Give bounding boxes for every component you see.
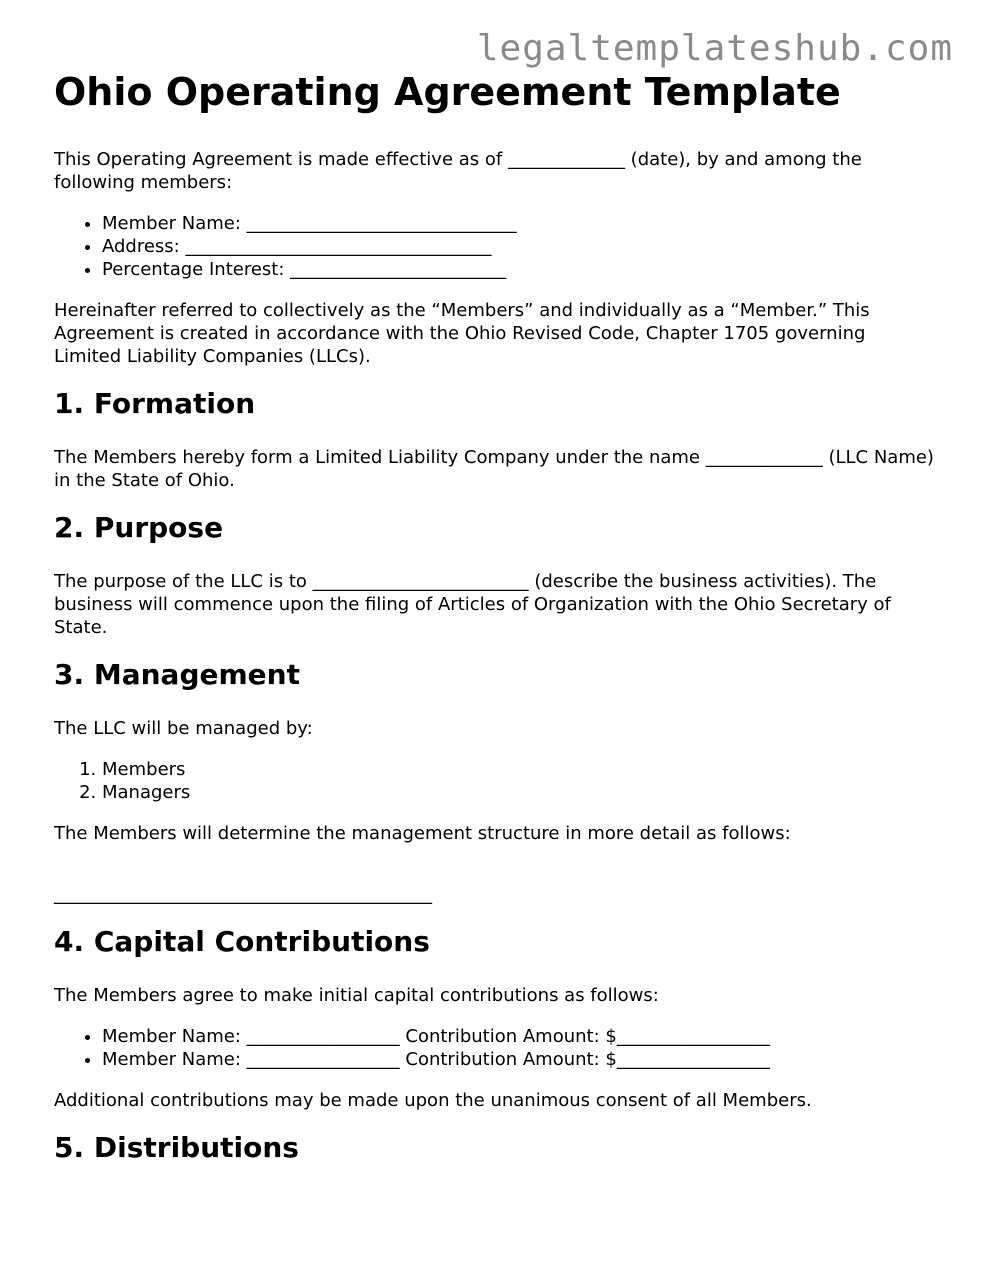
capital-intro: The Members agree to make initial capital contributions as follows: — [54, 985, 659, 1006]
capital-contribution-list — [54, 1025, 934, 1071]
list-item: • Percentage Interest: ________________________ — [102, 258, 934, 281]
formation-heading: 1. Formation — [54, 387, 256, 420]
site-watermark: legaltemplateshub.com — [476, 28, 953, 69]
document-body — [54, 66, 934, 1190]
purpose-heading: 2. Purpose — [54, 511, 224, 544]
capital-heading: 4. Capital Contributions — [54, 925, 430, 958]
intro-paragraph: This Operating Agreement is made effective as of _____________ (date), by and among the following members: — [54, 149, 862, 193]
list-item: 1. Members — [102, 758, 934, 781]
formation-paragraph: The Members hereby form a Limited Liability Company under the name _____________ (LLC Name) in the State of Ohio. — [54, 447, 934, 491]
list-item: • Member Name: ______________________________ — [102, 212, 934, 235]
distributions-heading: 5. Distributions — [54, 1131, 299, 1164]
management-options-list — [54, 758, 934, 804]
list-item: • Member Name: _________________ Contribution Amount: $_________________ — [102, 1048, 934, 1071]
capital-additional: Additional contributions may be made upon the unanimous consent of all Members. — [54, 1090, 812, 1111]
list-item: • Address: __________________________________ — [102, 235, 934, 258]
list-item: 2. Managers — [102, 781, 934, 804]
management-detail: The Members will determine the management structure in more detail as follows: — [54, 823, 791, 844]
member-info-list — [54, 212, 934, 281]
purpose-paragraph: The purpose of the LLC is to ________________________ (describe the business activities). The business will commence upon the filing of Articles of Organization with the Ohio Secretary of State. — [54, 571, 891, 638]
management-intro: The LLC will be managed by: — [54, 718, 313, 739]
list-item: • Member Name: _________________ Contribution Amount: $_________________ — [102, 1025, 934, 1048]
document-title: Ohio Operating Agreement Template — [54, 70, 841, 114]
management-blank-line: __________________________________________ — [54, 884, 432, 905]
members-definition-paragraph: Hereinafter referred to collectively as the “Members” and individually as a “Member.” This Agreement is created in accordance with the Ohio Revised Code, Chapter 1705 governing Limited Liability Companies (LLCs). — [54, 300, 870, 367]
management-heading: 3. Management — [54, 658, 300, 691]
